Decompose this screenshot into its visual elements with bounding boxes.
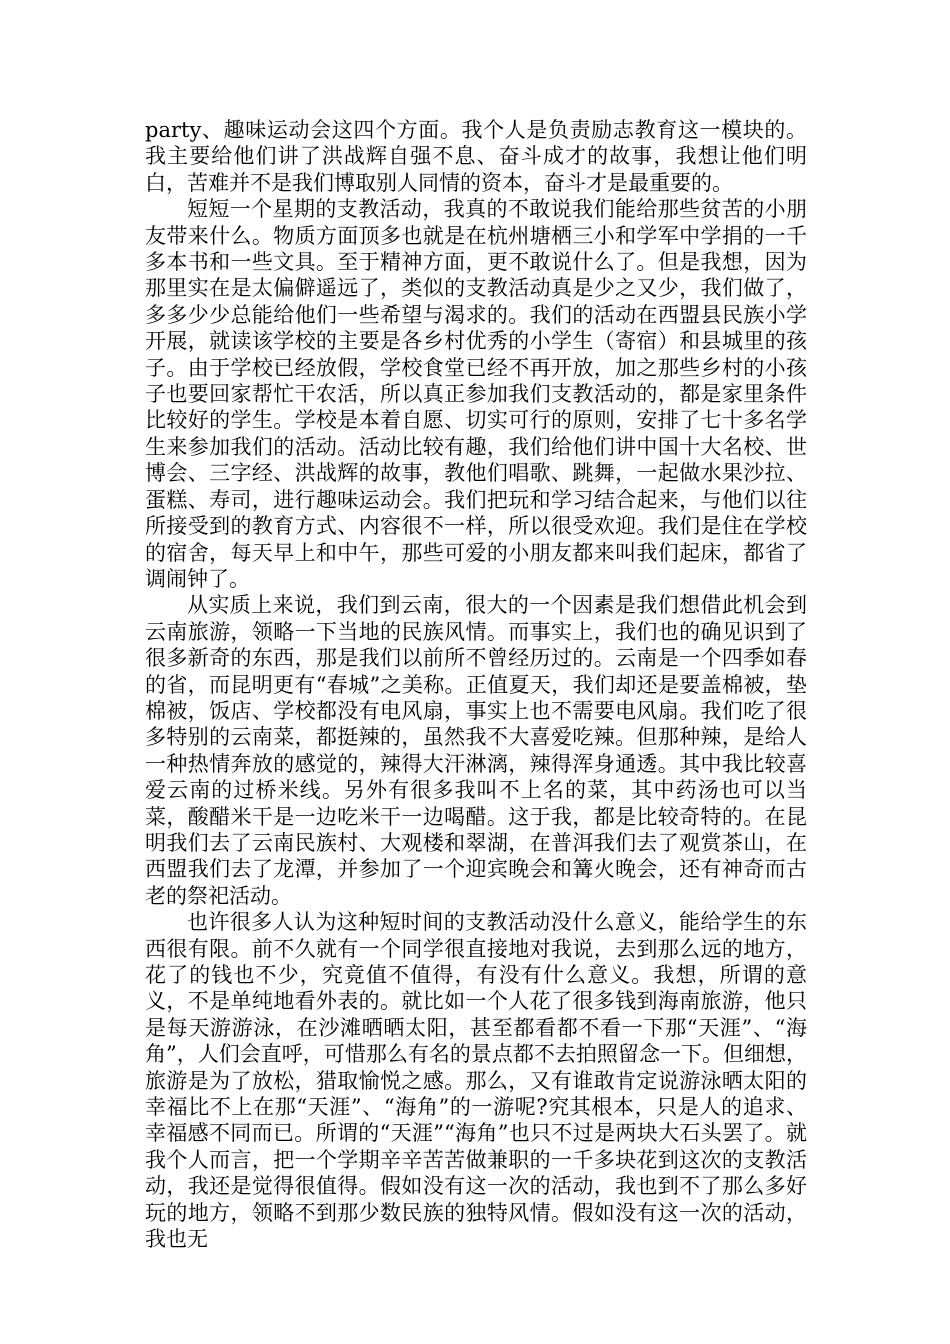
body-text [145,117,807,1252]
paragraph-3: 从实质上来说，我们到云南，很大的一个因素是我们想借此机会到云南旅游，领略一下当地的民族风情。而事实上，我们也的确见识到了很多新奇的东西，那是我们以前所不曾经历过的。云南是一个四季如春的省，而昆明更有“春城”之美称。正值夏天，我们却还是要盖棉被，垫棉被，饭店、学校都没有电风扇，事实上也不需要电风扇。我们吃了很多特别的云南菜，都挺辣的，虽然我不大喜爱吃辣。但那种辣，是给人一种热情奔放的感觉的，辣得大汗淋漓，辣得浑身通透。其中我比较喜爱云南的过桥米线。另外有很多我叫不上名的菜，其中药汤也可以当菜，酸醋米干是一边吃米干一边喝醋。这于我，都是比较奇特的。在昆明我们去了云南民族村、大观楼和翠湖，在普洱我们去了观赏茶山，在西盟我们去了龙潭，并参加了一个迎宾晚会和篝火晚会，还有神奇而古老的祭祀活动。 [145,593,807,908]
paragraph-1: party、趣味运动会这四个方面。我个人是负责励志教育这一模块的。我主要给他们讲了洪战辉自强不息、奋斗成才的故事，我想让他们明白，苦难并不是我们博取别人同情的资本，奋斗才是最重要的。 [145,118,807,195]
paragraph-2: 短短一个星期的支教活动，我真的不敢说我们能给那些贫苦的小朋友带来什么。物质方面顶多也就是在杭州塘栖三小和学军中学捐的一千多本书和一些文具。至于精神方面，更不敢说什么了。但是我想，因为那里实在是太偏僻遥远了，类似的支教活动真是少之又少，我们做了，多多少少总能给他们一些希望与渴求的。我们的活动在西盟县民族小学开展，就读该学校的主要是各乡村优秀的小学生（寄宿）和县城里的孩子。由于学校已经放假，学校食堂已经不再开放，加之那些乡村的小孩子也要回家帮忙干农活，所以真正参加我们支教活动的，都是家里条件比较好的学生。学校是本着自愿、切实可行的原则，安排了七十多名学生来参加我们的活动。活动比较有趣，我们给他们讲中国十大名校、世博会、三字经、洪战辉的故事，教他们唱歌、跳舞，一起做水果沙拉、蛋糕、寿司，进行趣味运动会。我们把玩和学习结合起来，与他们以往所接受到的教育方式、内容很不一样，所以很受欢迎。我们是住在学校的宿舍，每天早上和中午，那些可爱的小朋友都来叫我们起床，都省了调闹钟了。 [145,197,807,591]
paragraph-4: 也许很多人认为这种短时间的支教活动没什么意义，能给学生的东西很有限。前不久就有一个同学很直接地对我说，去到那么远的地方，花了的钱也不少，究竟值不值得，有没有什么意义。我想，所谓的意义，不是单纯地看外表的。就比如一个人花了很多钱到海南旅游，他只是每天游游泳，在沙滩晒晒太阳，甚至都看都不看一下那“天涯”、“海角”，人们会直呼，可惜那么有名的景点都不去拍照留念一下。但细想，旅游是为了放松，猎取愉悦之感。那么，又有谁敢肯定说游泳晒太阳的幸福比不上在那“天涯”、“海角”的一游呢?究其根本，只是人的追求、幸福感不同而已。所谓的“天涯”“海角”也只不过是两块大石头罢了。就我个人而言，把一个学期辛辛苦苦做兼职的一千多块花到这次的支教活动，我还是觉得很值得。假如没有这一次的活动，我也到不了那么多好玩的地方，领略不到那少数民族的独特风情。假如没有这一次的活动，我也无 [145,910,807,1252]
